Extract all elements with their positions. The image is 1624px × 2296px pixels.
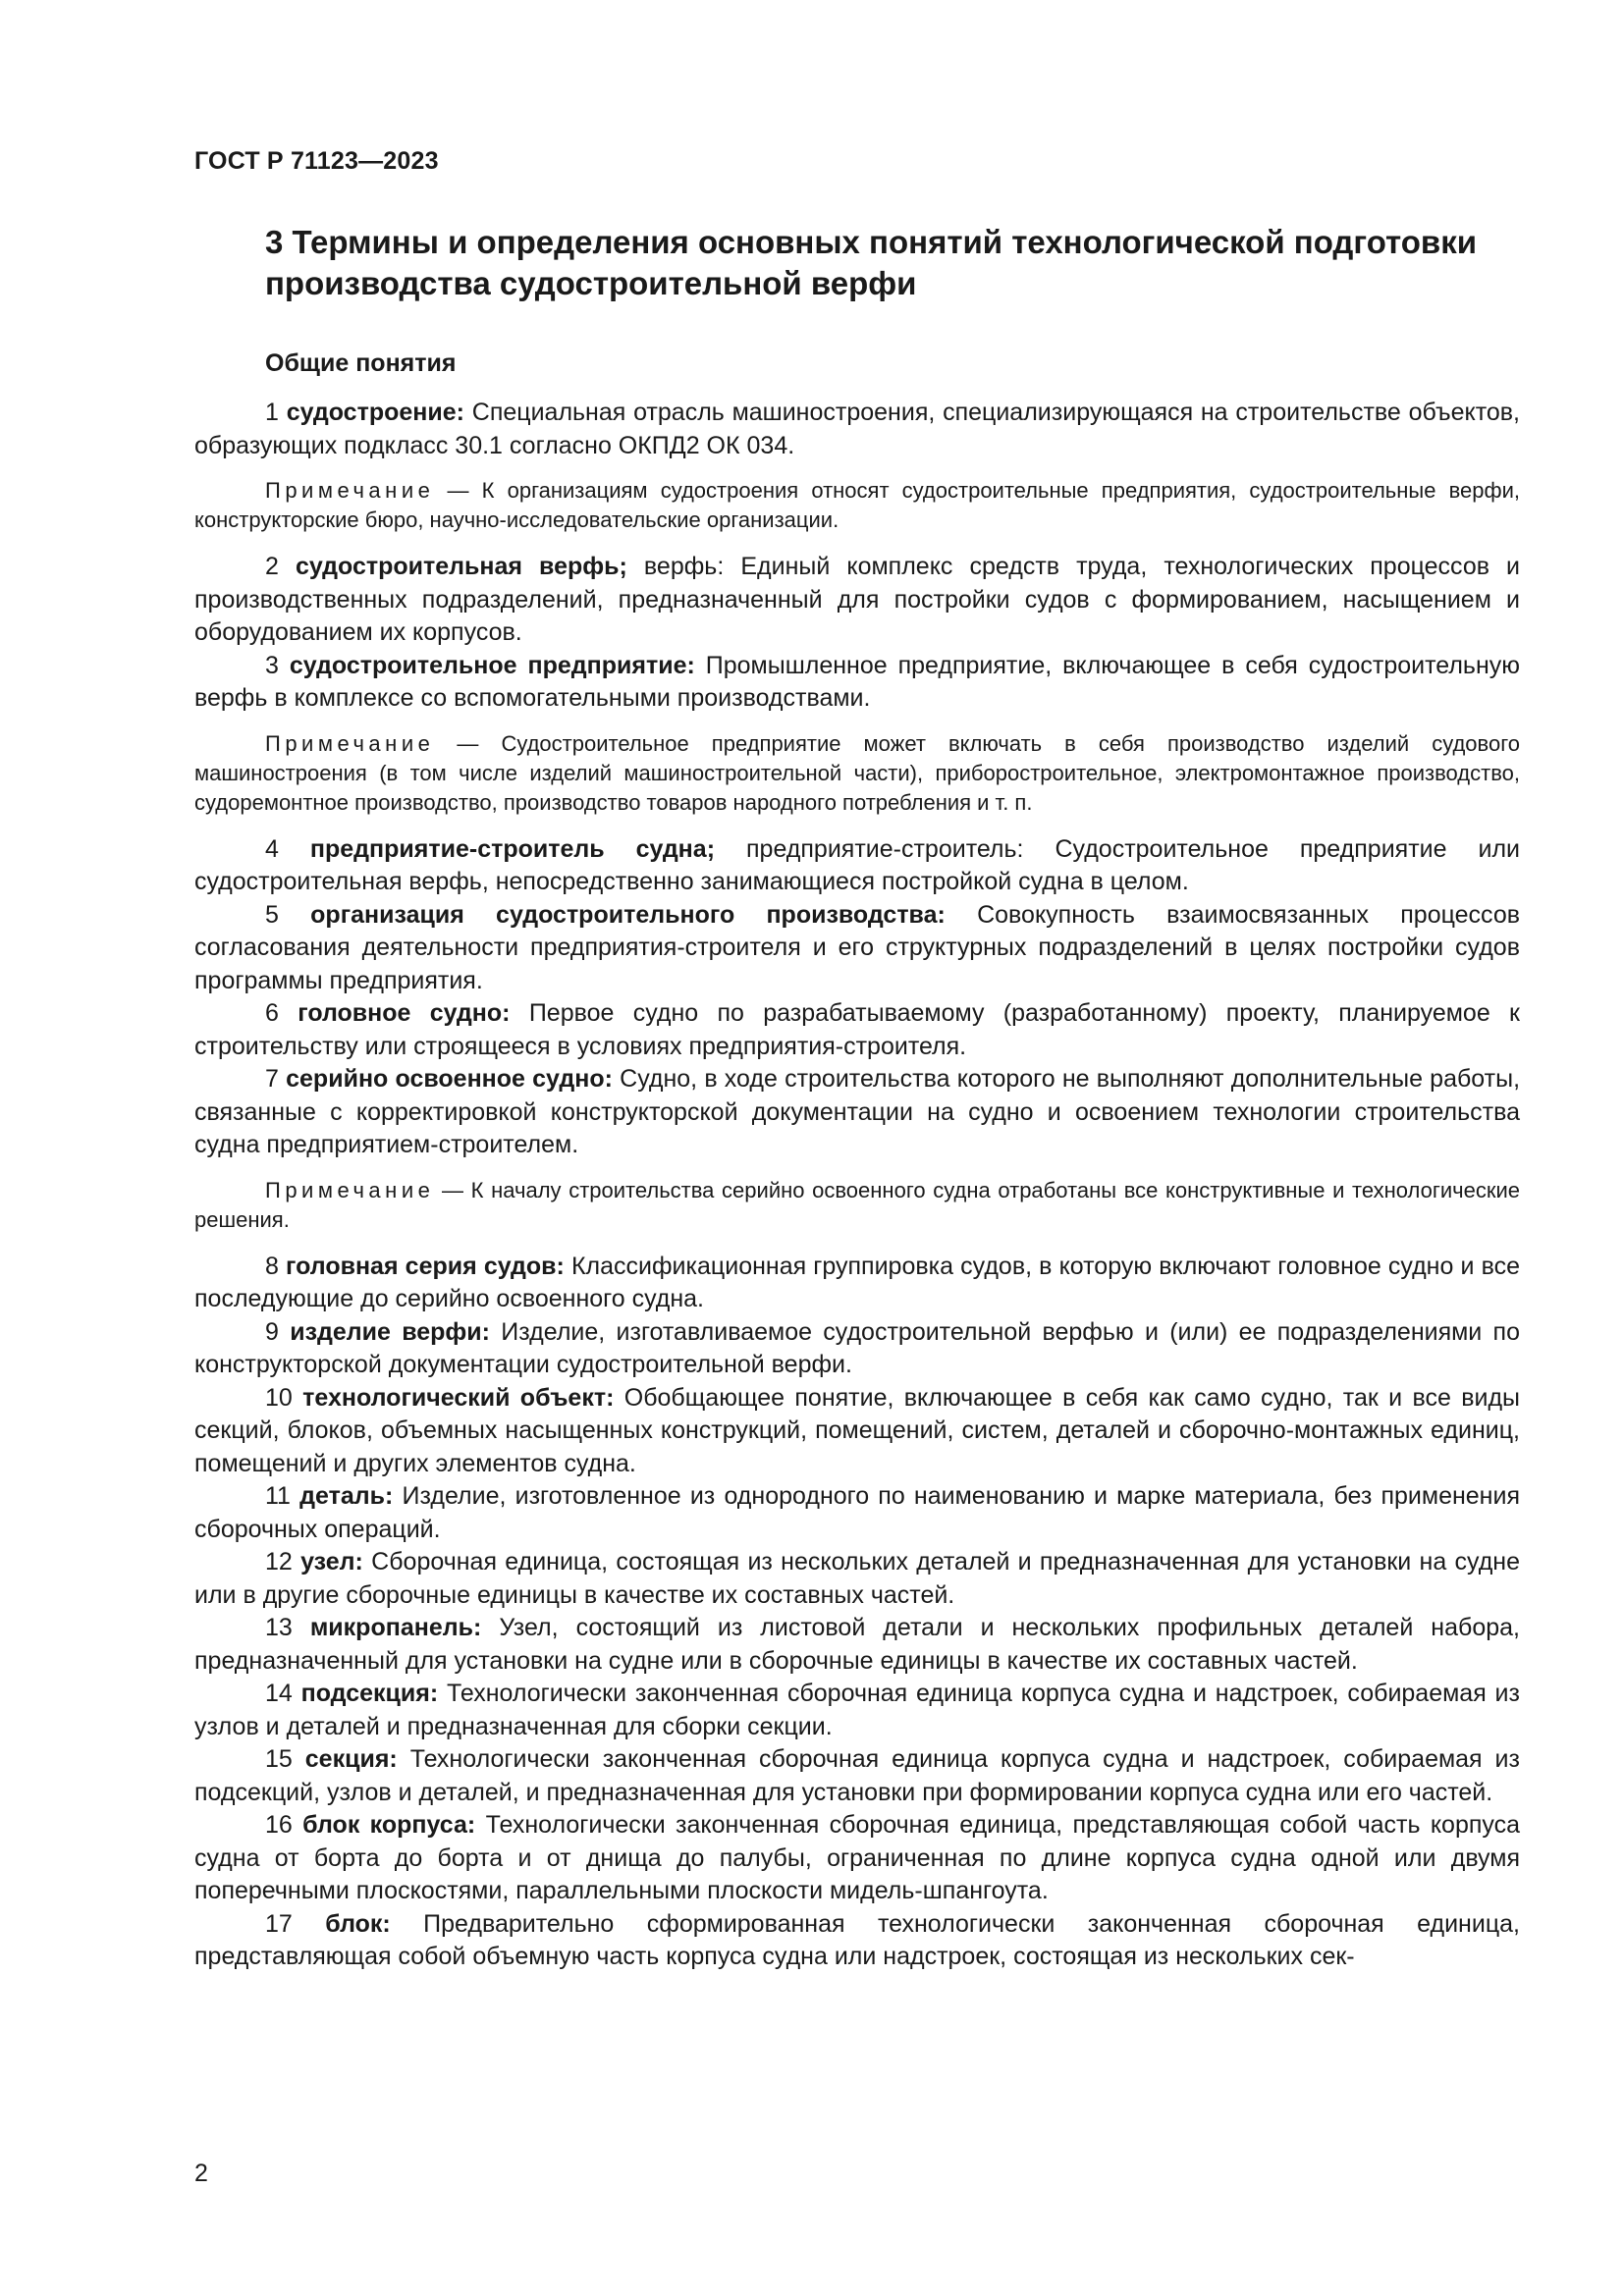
term-entry-3 — [194, 650, 1520, 716]
note-label: Примечание — [265, 478, 435, 503]
term-number: 13 — [265, 1614, 293, 1641]
term-number: 2 — [265, 553, 279, 580]
term-name: микропанель: — [309, 1614, 482, 1641]
note-dash: — — [457, 730, 479, 756]
note-text: К организациям судостроения относят судостроительные предприятия, судостроительные верфи, конструкторские бюро, научно-исследовательские организации. — [194, 478, 1520, 532]
subheading: Общие понятия — [265, 349, 457, 377]
term-number: 3 — [265, 651, 279, 679]
term-entry-13 — [194, 1612, 1520, 1678]
note-dash: — — [447, 478, 469, 503]
term-entry-4 — [194, 833, 1520, 899]
note-dash: — — [442, 1177, 463, 1202]
term-definition: Обобщающее понятие, включающее в себя как само судно, так и все виды секций, блоков, объемных насыщенных конструкций, помещений, систем, деталей и сборочно-монтажных единиц, помещений и других элементов судна. — [194, 1383, 1520, 1477]
term-number: 4 — [265, 834, 279, 863]
term-name: узел: — [300, 1548, 363, 1575]
term-number: 15 — [265, 1745, 293, 1773]
term-name: секция: — [304, 1745, 398, 1773]
term-number: 6 — [265, 999, 279, 1027]
note-text: К началу строительства серийно освоенного судна отработаны все конструктивные и технологические решения. — [194, 1177, 1520, 1232]
term-name: предприятие-строитель судна; — [309, 834, 716, 863]
term-entry-1 — [194, 397, 1520, 462]
note-label: Примечание — [265, 730, 435, 756]
term-name: изделие верфи: — [290, 1317, 490, 1346]
term-name: головное судно: — [298, 999, 511, 1027]
note-label: Примечание — [265, 1177, 435, 1202]
term-definition: Совокупность взаимосвязанных процессов согласования деятельности предприятия-строителя и его структурных подразделений в целях постройки судов программы предприятия. — [194, 900, 1521, 994]
section-title: 3 Термины и определения основных понятий технологической подготовки производства судостроительной верфи — [265, 224, 1478, 301]
term-entry-10 — [194, 1382, 1520, 1481]
note-2 — [194, 729, 1520, 818]
term-name: судостроительная верфь; — [295, 553, 627, 580]
term-definition: Изделие, изготавливаемое судостроительной верфью и (или) ее подразделениями по конструкторской документации судостроительной верфи. — [194, 1317, 1521, 1378]
term-entry-7 — [194, 1063, 1520, 1162]
term-number: 1 — [265, 399, 279, 426]
note-3 — [194, 1176, 1520, 1235]
term-name: блок: — [325, 1909, 391, 1938]
term-name: подсекция: — [300, 1680, 439, 1707]
term-definition: Технологически законченная сборочная единица корпуса судна и надстроек, собираемая из узлов и деталей и предназначенная для сборки секции. — [194, 1680, 1520, 1740]
term-number: 10 — [265, 1383, 293, 1412]
term-definition: Предварительно сформированная технологически законченная сборочная единица, представляющая собой объемную часть корпуса судна или надстроек, состоящая из нескольких сек- — [194, 1909, 1520, 1970]
document-header: ГОСТ Р 71123—2023 — [194, 147, 439, 175]
term-synonym: верфь: — [643, 553, 725, 580]
term-name: серийно освоенное судно: — [286, 1065, 613, 1093]
term-number: 9 — [265, 1317, 279, 1346]
term-definition: Судно, в ходе строительства которого не выполняют дополнительные работы, связанные с корректировкой конструкторской документации на судно и освоением технологии строительства судна предприятием-строителем. — [194, 1065, 1521, 1158]
term-name: организация судостроительного производства: — [310, 900, 946, 929]
term-entry-14 — [194, 1678, 1520, 1743]
term-number: 16 — [265, 1811, 293, 1839]
term-entry-6 — [194, 997, 1520, 1063]
term-entry-11 — [194, 1480, 1520, 1546]
term-definition: Узел, состоящий из листовой детали и нескольких профильных деталей набора, предназначенный для установки на судне или в сборочные единицы в качестве их составных частей. — [194, 1614, 1520, 1675]
term-definition: Сборочная единица, состоящая из нескольких деталей и предназначенная для установки на судне или в другие сборочные единицы в качестве их составных частей. — [194, 1548, 1520, 1609]
note-text: Судостроительное предприятие может включать в себя производство изделий судового машиностроения (в том числе изделий машиностроительной части), приборостроительное, электромонтажное производство, судоремонтное производство, производство товаров народного потребления и т. п. — [194, 730, 1520, 815]
term-name: деталь: — [299, 1482, 394, 1510]
term-number: 7 — [265, 1065, 279, 1093]
term-name: технологический объект: — [302, 1383, 615, 1412]
term-definition: Классификационная группировка судов, в которую включают головное судно и все последующие до серийно освоенного судна. — [194, 1252, 1520, 1312]
term-definition: Технологически законченная сборочная единица корпуса судна и надстроек, собираемая из подсекций, узлов и деталей, и предназначенная для установки при формировании корпуса судна или его частей. — [194, 1745, 1520, 1806]
term-entry-16 — [194, 1809, 1520, 1908]
term-number: 11 — [265, 1482, 291, 1510]
term-entry-5 — [194, 899, 1520, 998]
term-name: блок корпуса: — [302, 1811, 476, 1839]
term-definition: Специальная отрасль машиностроения, специализирующаяся на строительстве объектов, образующих подкласс 30.1 согласно ОКПД2 ОК 034. — [194, 399, 1521, 459]
terms-list — [194, 397, 1520, 1974]
term-name: судостроительное предприятие: — [289, 651, 695, 679]
term-number: 12 — [265, 1548, 293, 1575]
term-definition: Единый комплекс средств труда, технологических процессов и производственных подразделений, предназначенный для постройки судов с формированием, насыщением и оборудованием их корпусов. — [194, 553, 1521, 646]
term-name: судостроение: — [286, 399, 464, 426]
term-definition: Изделие, изготовленное из однородного по наименованию и марке материала, без применения сборочных операций. — [194, 1482, 1520, 1543]
term-entry-8 — [194, 1251, 1520, 1316]
term-name: головная серия судов: — [286, 1252, 565, 1280]
term-entry-17 — [194, 1908, 1520, 1974]
term-number: 8 — [265, 1252, 279, 1280]
term-definition: Промышленное предприятие, включающее в себя судостроительную верфь в комплексе со вспомогательными производствами. — [194, 651, 1520, 712]
term-definition: Технологически законченная сборочная единица, представляющая собой часть корпуса судна от борта до борта и от днища до палубы, ограниченная по длине корпуса судна одной или двумя поперечными плоскостями, параллельными плоскости мидель-шпангоута. — [194, 1811, 1521, 1904]
term-entry-2 — [194, 551, 1520, 650]
page-number: 2 — [194, 2160, 208, 2187]
term-synonym: предприятие-строитель: — [746, 834, 1024, 863]
term-definition: Первое судно по разрабатываемому (разработанному) проекту, планируемое к строительству или строящееся в условиях предприятия-строителя. — [194, 999, 1520, 1060]
term-definition: Судостроительное предприятие или судостроительная верфь, непосредственно занимающиеся постройкой судна в целом. — [194, 834, 1520, 895]
term-number: 17 — [265, 1909, 293, 1938]
term-entry-9 — [194, 1316, 1520, 1382]
term-number: 14 — [265, 1680, 293, 1707]
term-number: 5 — [265, 900, 279, 929]
term-entry-15 — [194, 1743, 1520, 1809]
term-entry-12 — [194, 1546, 1520, 1612]
note-1 — [194, 476, 1520, 535]
